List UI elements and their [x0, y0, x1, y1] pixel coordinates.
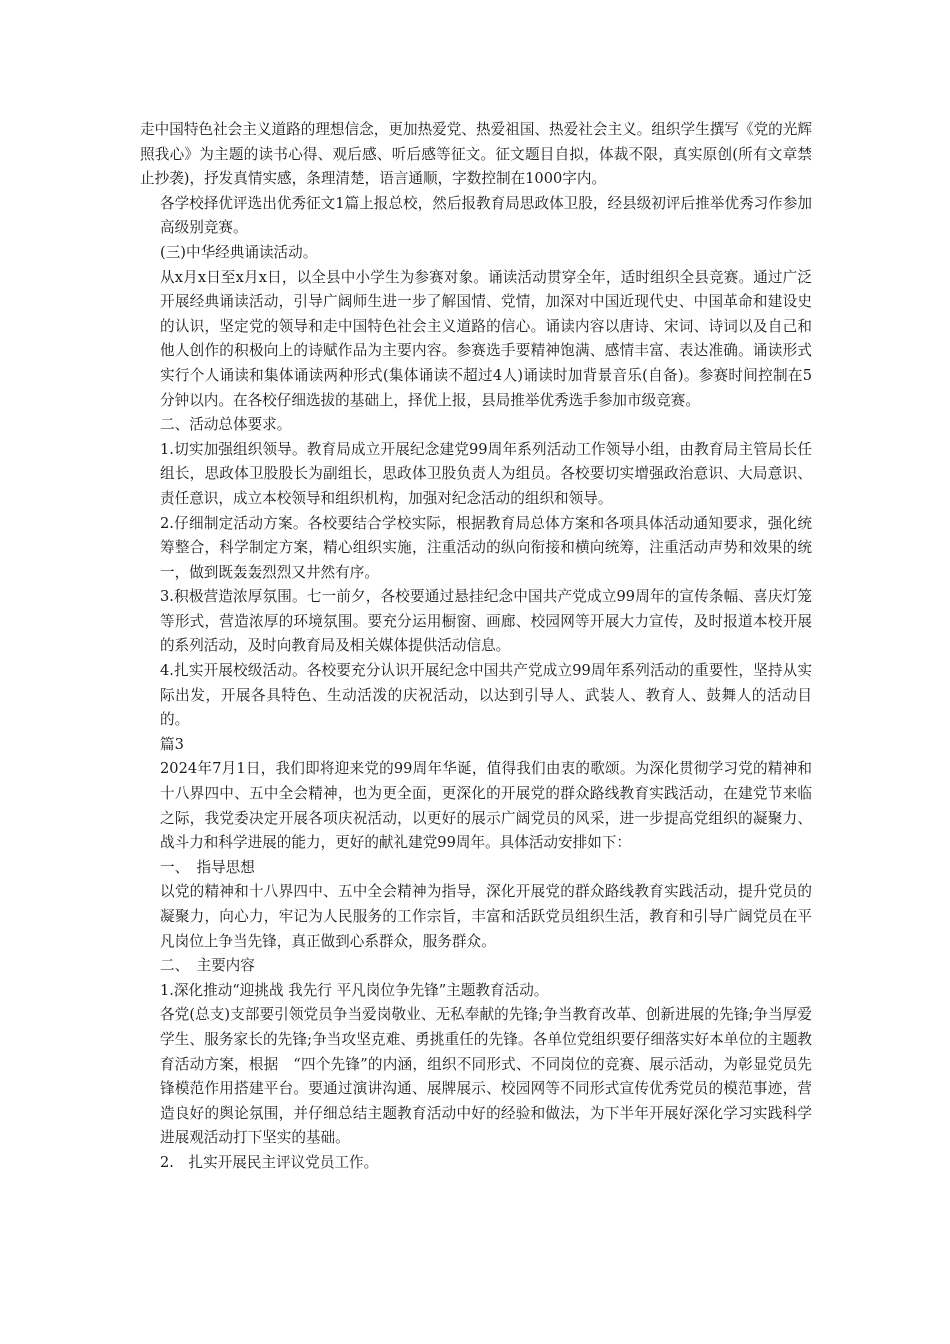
content-item-1: 1.深化推动“迎挑战 我先行 平凡岗位争先锋”主题教育活动。 [160, 981, 549, 999]
requirement-1: 1.切实加强组织领导。教育局成立开展纪念建党99周年系列活动工作领导小组，由教育局主管局长任组长，思政体卫股股长为副组长，思政体卫股负责人为组员。各校要切实增强政治意识、大局意识、责任意识，成立本校领导和组织机构，加强对纪念活动的组织和领导。 [160, 440, 812, 507]
paragraph-1: 走中国特色社会主义道路的理想信念，更加热爱党、热爱祖国、热爱社会主义。组织学生撰写《党的光辉照我心》为主题的读书心得、观后感、听后感等征文。征文题目自拟，体裁不限，真实原创(所有文章禁止抄袭)，抒发真情实感，条理清楚，语言通顺，字数控制在1000字内。 [140, 121, 812, 188]
paragraph-2: 各学校择优评选出优秀征文1篇上报总校，然后报教育局思政体卫股，经县级初评后推举优秀习作参加高级别竞赛。 [160, 194, 812, 237]
section-heading-requirements: 二、活动总体要求。 [160, 416, 292, 434]
paragraph-guiding: 以党的精神和十八界四中、五中全会精神为指导，深化开展党的群众路线教育实践活动，提升党员的凝聚力，向心力，牢记为人民服务的工作宗旨，丰富和活跃党员组织生活，教育和引导广阔党员在平凡岗位上争当先锋，真正做到心系群众，服务群众。 [160, 883, 812, 950]
paragraph-content-detail: 各党(总支)支部要引领党员争当爱岗敬业、无私奉献的先锋;争当教育改革、创新进展的先锋;争当厚爱学生、服务家长的先锋;争当攻坚克难、勇挑重任的先锋。各单位党组织要仔细落实好本单位的主题教育活动方案，根据 “四个先锋”的内涵，组织不同形式、不同岗位的竞赛、展示活动，为彰显党员先锋模范作用搭建平台。要通过演讲沟通、展牌展示、校园网等不同形式宣传优秀党员的模范事迹，营造良好的舆论氛围，并仔细总结主题教育活动中好的经验和做法，为下半年开展好深化学习实践科学进展观活动打下坚实的基础。 [160, 1006, 812, 1147]
requirement-2: 2.仔细制定活动方案。各校要结合学校实际，根据教育局总体方案和各项具体活动通知要求，强化统筹整合，科学制定方案，精心组织实施，注重活动的纵向衔接和横向统筹，注重活动声势和效果的统一，做到既轰轰烈烈又井然有序。 [160, 514, 812, 581]
paragraph-intro: 2024年7月1日，我们即将迎来党的99周年华诞，值得我们由衷的歌颂。为深化贯彻学习党的精神和十八界四中、五中全会精神，也为更全面，更深化的开展党的群众路线教育实践活动，在建党节来临之际，我党委决定开展各项庆祝活动，以更好的展示广阔党员的风采，进一步提高党组织的凝聚力、战斗力和科学进展的能力，更好的献礼建党99周年。具体活动安排如下： [160, 760, 812, 852]
requirement-3: 3.积极营造浓厚氛围。七一前夕，各校要通过悬挂纪念中国共产党成立99周年的宣传条幅、喜庆灯笼等形式，营造浓厚的环境氛围。要充分运用橱窗、画廊、校园网等开展大力宣传，及时报道本校开展的系列活动，及时向教育局及相关媒体提供活动信息。 [160, 588, 812, 655]
chapter-heading: 篇3 [160, 735, 184, 753]
section-heading-guiding: 一、 指导思想 [160, 858, 255, 876]
requirement-4: 4.扎实开展校级活动。各校要充分认识开展纪念中国共产党成立99周年系列活动的重要性，坚持从实际出发，开展各具特色、生动活泼的庆祝活动，以达到引导人、武装人、教育人、鼓舞人的活动目的。 [160, 662, 812, 729]
section-heading-3: (三)中华经典诵读活动。 [160, 243, 318, 261]
paragraph-4: 从x月x日至x月x日，以全县中小学生为参赛对象。诵读活动贯穿全年，适时组织全县竞赛。通过广泛开展经典诵读活动，引导广阔师生进一步了解国情、党情，加深对中国近现代史、中国革命和建设史的认识，坚定党的领导和走中国特色社会主义道路的信心。诵读内容以唐诗、宋词、诗词以及自己和他人创作的积极向上的诗赋作品为主要内容。参赛选手要精神饱满、感情丰富、表达准确。诵读形式实行个人诵读和集体诵读两种形式(集体诵读不超过4人)诵读时加背景音乐(自备)。参赛时间控制在5分钟以内。在各校仔细选拔的基础上，择优上报，县局推举优秀选手参加市级竞赛。 [160, 268, 812, 409]
content-item-2: 2. 扎实开展民主评议党员工作。 [160, 1153, 379, 1171]
document-page [140, 118, 812, 1176]
section-heading-content: 二、 主要内容 [160, 957, 255, 975]
